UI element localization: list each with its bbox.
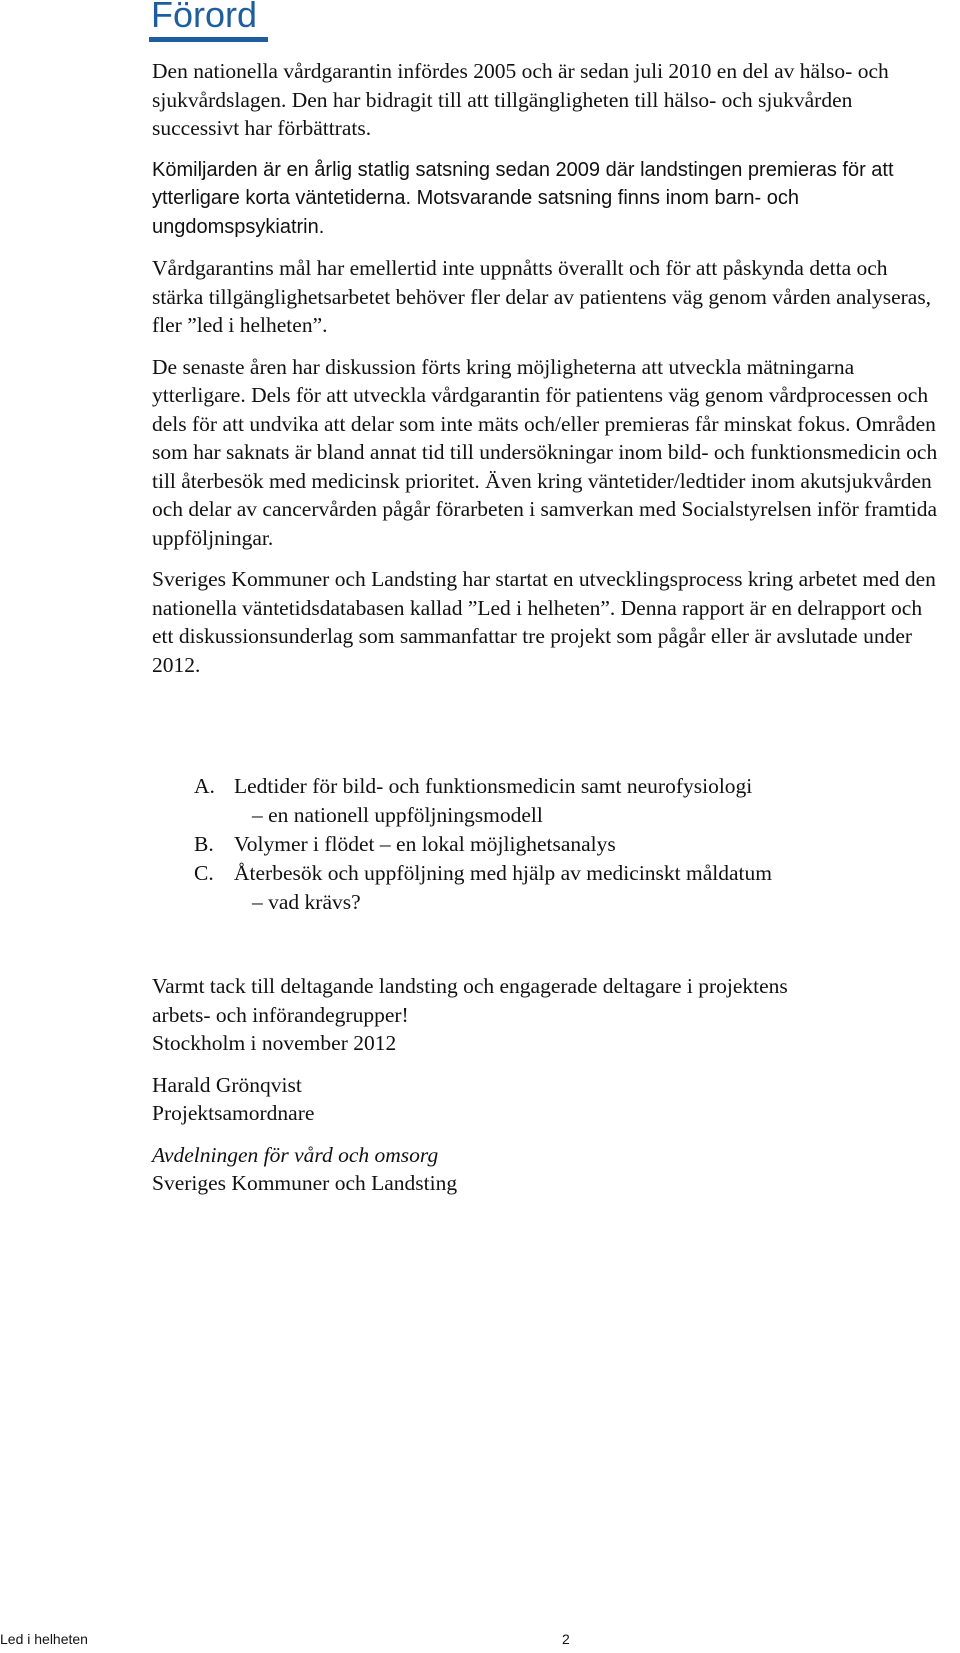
organization-name: Sveriges Kommuner och Landsting	[152, 1171, 458, 1195]
project-list	[194, 772, 894, 917]
paragraph-utvecklingsprocess: Sveriges Kommuner och Landsting har startat en utvecklingsprocess kring arbetet med den nationella väntetidsdatabasen kallad ”Led i helheten”. Denna rapport är en delrapport och ett diskussionsunderlag som sammanfattar tre projekt som pågår eller är avslutade under 2012.	[152, 567, 936, 677]
department-name: Avdelningen för vård och omsorg	[152, 1142, 439, 1167]
paragraph-intro: Den nationella vårdgarantin infördes 2005 och är sedan juli 2010 en del av hälso- och sjukvårdslagen. Den har bidragit till att tillgängligheten till hälso- och sjukvården successivt har förbättrats.	[152, 59, 889, 140]
paragraph-komiljarden: Kömiljarden är en årlig statlig satsning sedan 2009 där landstingen premieras för att ytterligare korta väntetiderna. Motsvarande satsning finns inom barn- och ungdomspsykiatrin.	[152, 158, 894, 238]
signer-role: Projektsamordnare	[152, 1101, 315, 1125]
organization-block	[152, 1141, 912, 1198]
list-marker: B.	[194, 832, 214, 856]
body-text	[152, 57, 942, 692]
project-subtitle: – vad krävs?	[252, 890, 361, 914]
page-number: 2	[562, 1631, 570, 1647]
thanks-block	[152, 972, 912, 1058]
list-marker: C.	[194, 861, 214, 885]
signature-block	[152, 1071, 912, 1128]
paragraph-vardgaranti-mal: Vårdgarantins mål har emellertid inte uppnåtts överallt och för att påskynda detta och stärka tillgänglighetsarbetet behöver fler delar av patientens väg genom vården analyseras, fler ”led i helheten”.	[152, 256, 932, 337]
project-title: Återbesök och uppföljning med hjälp av medicinskt måldatum	[234, 861, 772, 885]
project-subtitle: – en nationell uppföljningsmodell	[252, 803, 543, 827]
title-underline	[149, 37, 268, 42]
closing-section	[152, 972, 912, 1211]
thanks-text: Varmt tack till deltagande landsting och engagerade deltagare i projektens	[152, 974, 788, 998]
paragraph-matningar: De senaste åren har diskussion förts kring möjligheterna att utveckla mätningarna ytterligare. Dels för att utveckla vårdgarantin för patientens väg genom vårdprocessen och dels för att undvika att delar som inte mäts och/eller premieras får minskat fokus. Områden som har saknats är bland annat tid till undersökningar inom bild- och funktionsmedicin och till återbesök med medicinsk prioritet. Även kring väntetider/ledtider inom akutsjukvården och delar av cancervården pågår förarbeten i samverkan med Socialstyrelsen inför framtida uppföljningar.	[152, 354, 938, 550]
list-item	[194, 830, 894, 859]
page-title: Förord	[151, 0, 258, 35]
list-item	[194, 859, 894, 917]
list-marker: A.	[194, 774, 215, 798]
project-title: Ledtider för bild- och funktionsmedicin samt neurofysiologi	[234, 774, 753, 798]
list-item	[194, 772, 894, 830]
project-title: Volymer i flödet – en lokal möjlighetsanalys	[234, 832, 616, 856]
footer-document-title: Led i helheten	[0, 1631, 88, 1647]
place-date: Stockholm i november 2012	[152, 1031, 397, 1055]
thanks-text: arbets- och införandegrupper!	[152, 1002, 409, 1027]
signer-name: Harald Grönqvist	[152, 1072, 302, 1097]
